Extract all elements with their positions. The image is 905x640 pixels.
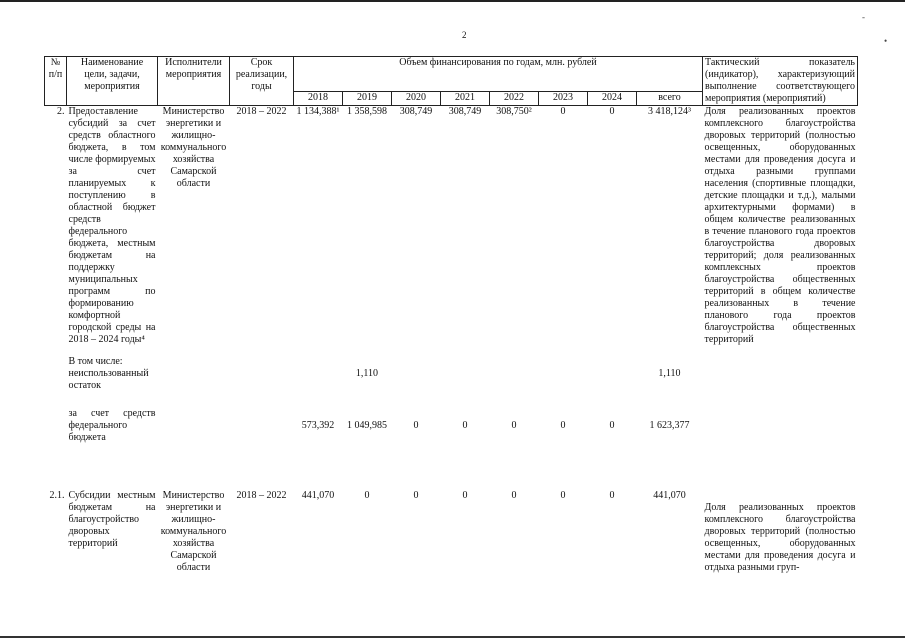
financing-table [44,56,858,574]
page-top-edge [0,0,905,2]
row-value [490,356,539,392]
header-num: № п/п [45,57,67,106]
row-executors: Министерство энергетики и жилищно-коммунального хозяйства Самарской области [160,490,227,573]
row-value: 308,749 [448,106,482,117]
row-value: 0 [462,490,468,501]
header-period: Срок реализации, годы [230,57,294,106]
row-value: 1 358,598 [347,106,387,117]
row-value [539,356,588,392]
row-name: Субсидии местным бюджетам на благоустройство дворовых территорий [68,490,156,549]
row-num: 2.1. [49,490,65,501]
row-value [294,356,343,392]
header-year: 2020 [392,92,441,106]
row-value: 441,070 [301,490,335,501]
header-name: Наименование цели, задачи, мероприятия [67,57,158,106]
page-bottom-edge [0,636,905,638]
row-total: 3 418,124³ [648,106,691,117]
row-total: 1,110 [658,368,681,379]
row-value: 0 [511,420,517,431]
row-value [588,356,637,392]
row-value: 0 [609,490,615,501]
row-value: 1,110 [355,368,379,379]
corner-mark: - [862,12,865,22]
row-indicator: Доля реализованных проектов комплексного благоустройства дворовых территорий (полностью освещенных, оборудованных местами для проведения досуга и отдыха разными груп- [704,502,856,573]
row-num [45,356,67,392]
header-year: 2023 [539,92,588,106]
row-value: 573,392 [301,420,335,431]
row-value [441,356,490,392]
row-value: 0 [413,420,419,431]
row-value: 0 [560,490,566,501]
row-num: 2. [57,106,65,117]
header-year: 2019 [343,92,392,106]
row-indicator: Доля реализованных проектов комплексного благоустройства дворовых территорий (полностью освещенных, оборудованных местами для проведения досуга и отдыха разными группами населения (спортивные площадки, детские площадки и т.д.), малыми архитектурными формами) в общем количестве реализованных в течение планового года проектов благоустройства дворовых территорий; доля реализованных комплексных проектов благоустройства общественных территорий в общем количестве реализованных в течение планового года проектов благоустройства общественных территорий [704,106,856,345]
row-value [392,356,441,392]
header-year: 2022 [490,92,539,106]
page-number: 2 [462,30,467,40]
row-value: 0 [560,420,566,431]
row-value: 0 [511,490,517,501]
corner-mark: • [884,36,888,46]
row-name: В том числе: неиспользованный остаток [68,356,149,391]
row-name: Предоставление субсидий за счет средств областного бюджета, в том числе формируемых за счет планируемых к поступлению в областной бюджет средств федерального бюджета, местным бюджетам на поддержку муниципальных программ по формированию комфортной городской среды на 2018 – 2024 годы⁴ [68,106,156,345]
row-indicator [703,408,858,444]
row-executors [158,408,230,444]
header-year: 2018 [294,92,343,106]
row-executors: Министерство энергетики и жилищно-коммунального хозяйства Самарской области [160,106,227,189]
header-executors: Исполнители мероприятия [158,57,230,106]
row-value: 1 134,388¹ [296,106,340,117]
row-value: 0 [609,106,615,117]
row-executors [158,356,230,392]
row-value: 0 [413,490,419,501]
row-value: 0 [462,420,468,431]
header-indicator: Тактический показатель (индикатор), характеризующий выполнение соответствующего мероприятия (мероприятий) [703,57,858,106]
header-year: 2021 [441,92,490,106]
header-total: всего [637,92,703,106]
row-total: 441,070 [653,490,686,501]
row-value: 0 [609,420,615,431]
row-period: 2018 – 2022 [236,490,287,501]
table-row [45,490,858,574]
row-value: 1 049,985 [347,420,387,431]
table-row [45,356,858,392]
row-num [45,408,67,444]
table-row [45,408,858,444]
row-value: 0 [560,106,566,117]
row-value: 308,749 [399,106,433,117]
row-period [230,408,294,444]
row-total: 1 623,377 [649,420,690,431]
row-name: за счет средств федерального бюджета [68,408,156,443]
row-indicator [703,356,858,392]
row-value: 308,750² [496,106,532,117]
header-year: 2024 [588,92,637,106]
table-row [45,106,858,347]
row-period [230,356,294,392]
row-period: 2018 – 2022 [236,106,287,117]
header-funding: Объем финансирования по годам, млн. рублей [294,57,703,92]
row-value: 0 [364,490,370,501]
